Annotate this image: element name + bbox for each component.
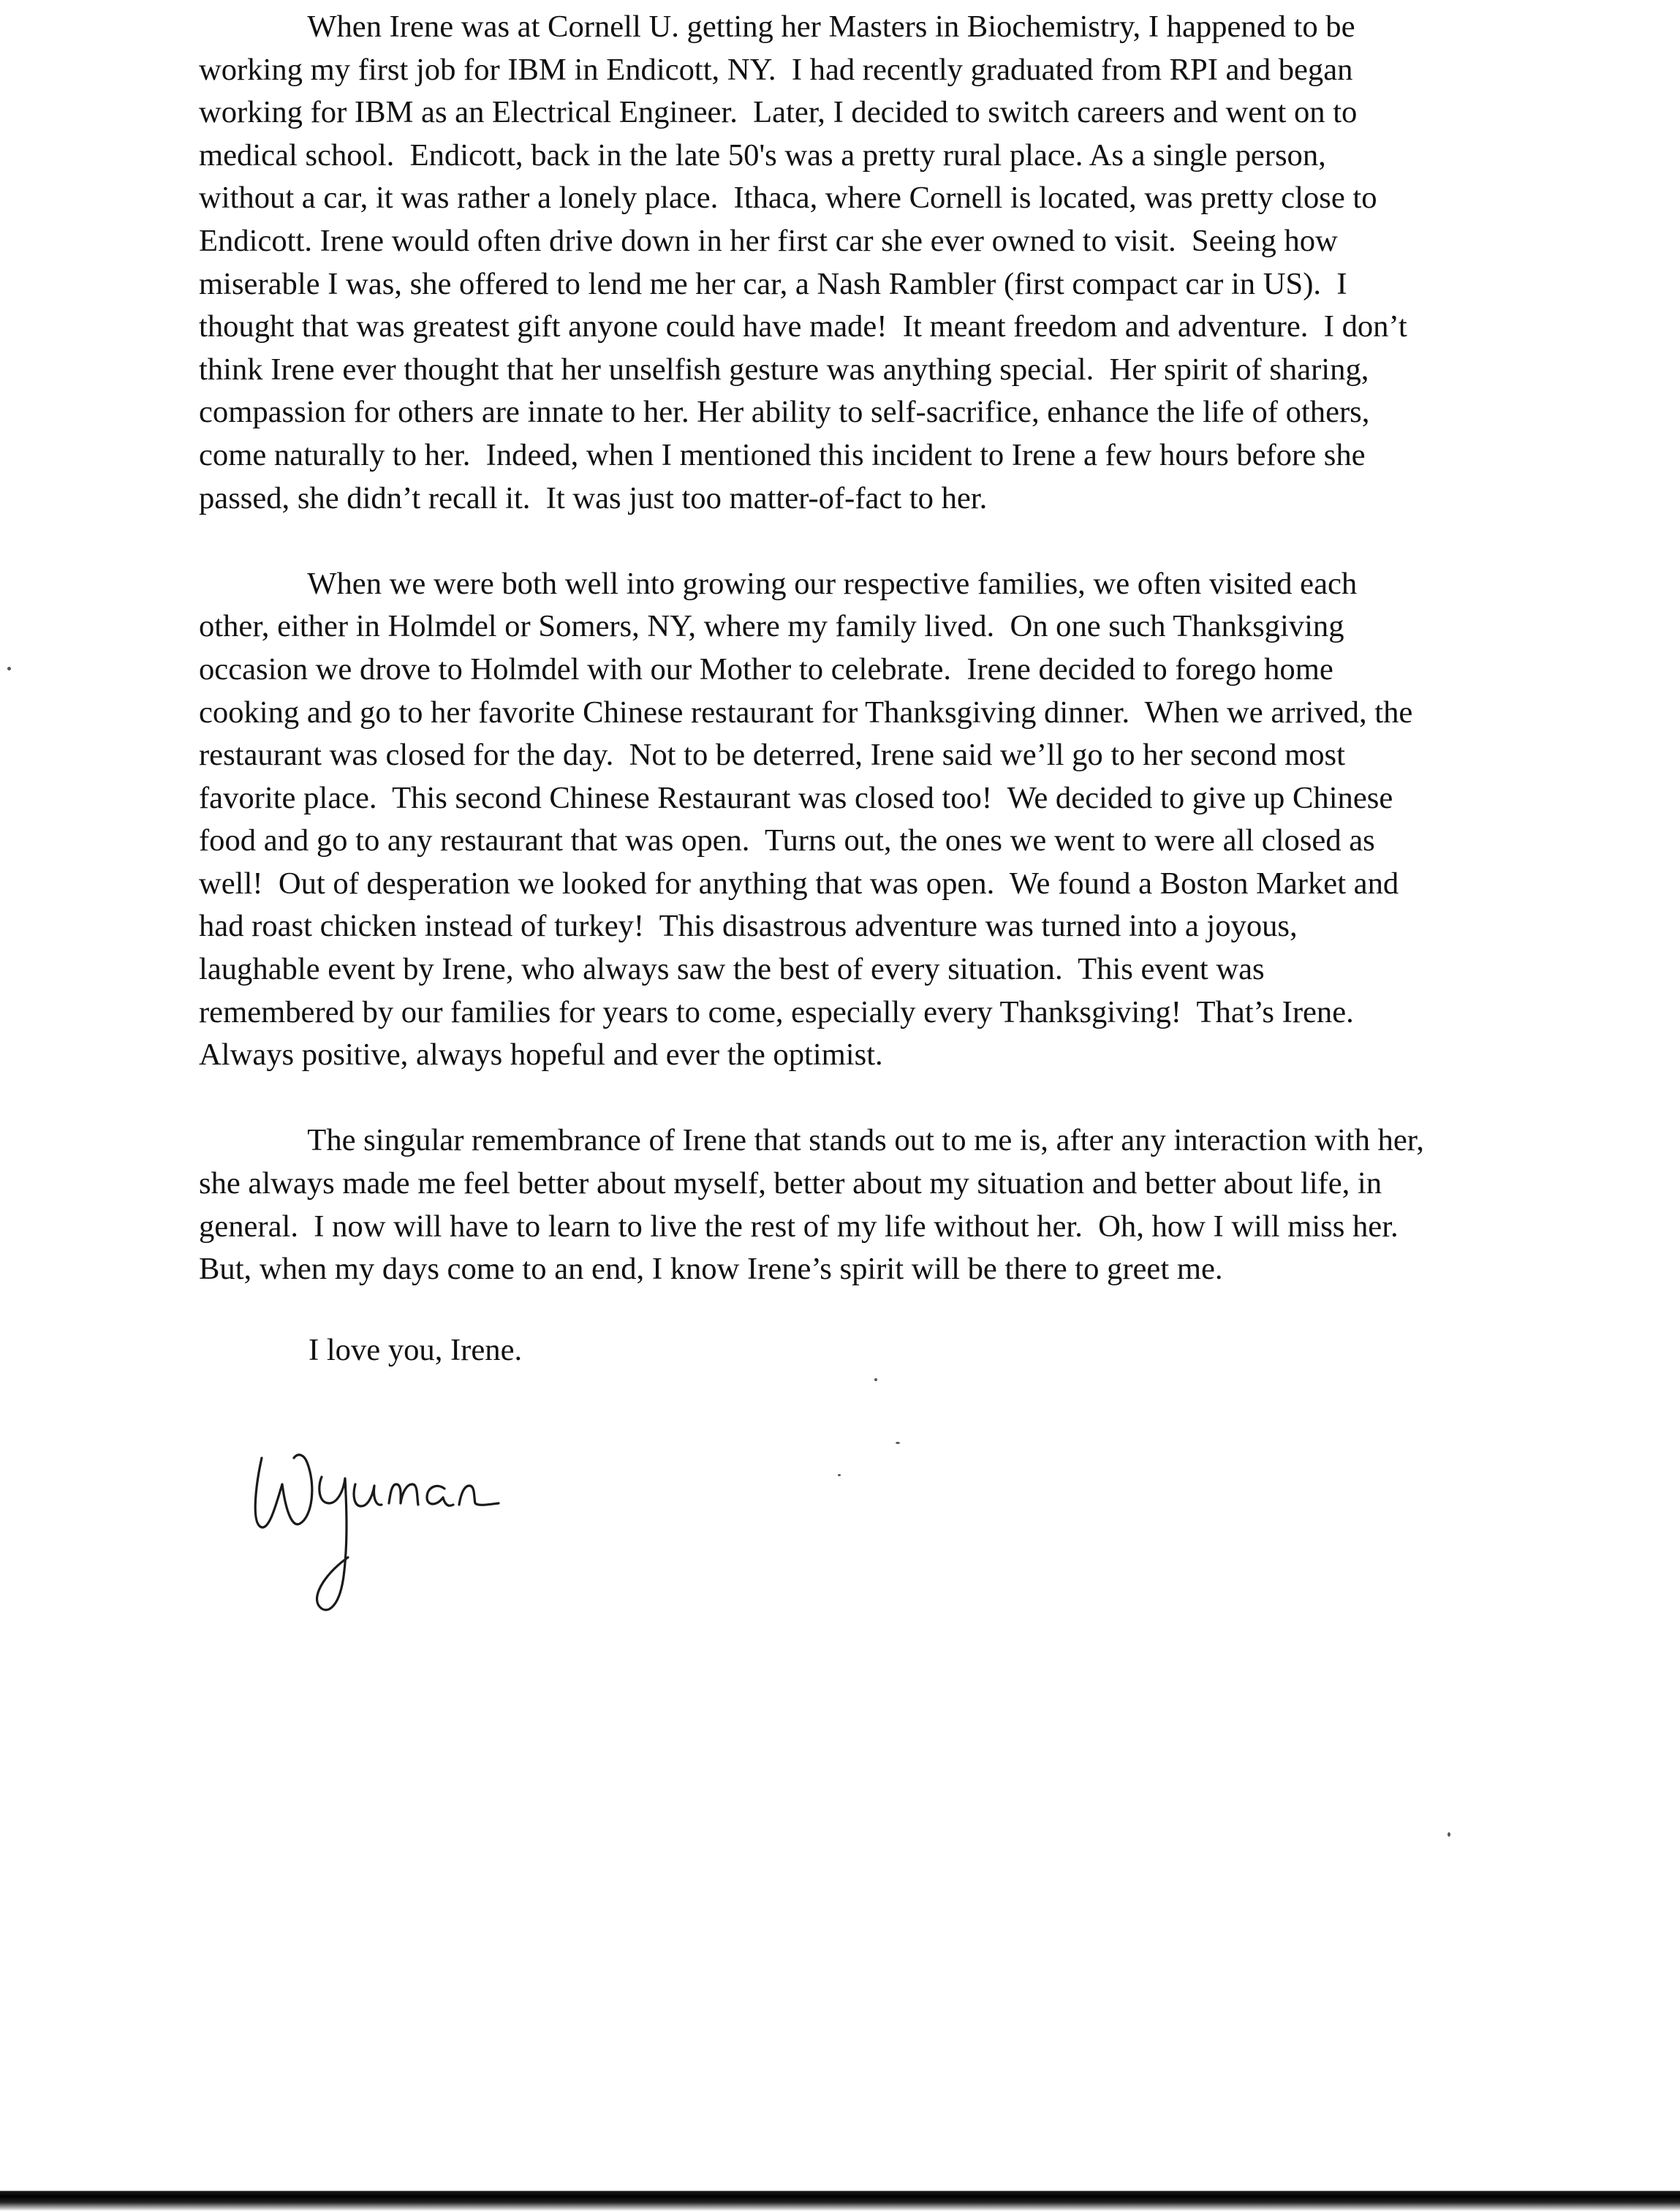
- paragraph-line: restaurant was closed for the day. Not to be deterred, Irene said we’ll go to her second most: [199, 738, 1345, 773]
- paragraph-line: working for IBM as an Electrical Engineer. Later, I decided to switch careers and went on to: [199, 95, 1358, 130]
- scan-bottom-edge: [0, 2186, 1680, 2211]
- paragraph-line: cooking and go to her favorite Chinese restaurant for Thanksgiving dinner. When we arrived, the: [199, 695, 1413, 730]
- paragraph-line: medical school. Endicott, back in the late 50's was a pretty rural place. As a single person,: [199, 137, 1326, 173]
- paragraph-line: compassion for others are innate to her. Her ability to self-sacrifice, enhance the life of others,: [199, 395, 1370, 430]
- paragraph-line: occasion we drove to Holmdel with our Mother to celebrate. Irene decided to forego home: [199, 651, 1333, 687]
- paragraph-line: food and go to any restaurant that was open. Turns out, the ones we went to were all closed as: [199, 823, 1375, 858]
- paragraph-line: other, either in Holmdel or Somers, NY, where my family lived. On one such Thanksgiving: [199, 609, 1344, 644]
- paragraph-line: she always made me feel better about myself, better about my situation and better about life, in: [199, 1166, 1382, 1201]
- paragraph-3: [199, 1119, 1619, 1290]
- paragraph-gap: [199, 520, 1619, 563]
- letter-body: [199, 6, 1619, 1291]
- scan-speck: [7, 667, 11, 670]
- scan-speck: [1448, 1832, 1450, 1837]
- paragraph-line: come naturally to her. Indeed, when I mentioned this incident to Irene a few hours before she: [199, 437, 1366, 472]
- paragraph-line: remembered by our families for years to come, especially every Thanksgiving! That’s Irene.: [199, 994, 1354, 1029]
- paragraph-line: favorite place. This second Chinese Restaurant was closed too! We decided to give up Chinese: [199, 780, 1393, 815]
- paragraph-line: Endicott. Irene would often drive down in her first car she ever owned to visit. Seeing how: [199, 223, 1338, 258]
- paragraph-line: When we were both well into growing our respective families, we often visited each: [199, 566, 1358, 601]
- paragraph-2: [199, 563, 1619, 1077]
- scan-speck: [896, 1442, 900, 1444]
- paragraph-gap: [199, 1077, 1619, 1120]
- paragraph-1: [199, 6, 1619, 520]
- paragraph-line: thought that was greatest gift anyone could have made! It meant freedom and adventure. I don’t: [199, 309, 1407, 344]
- paragraph-line: general. I now will have to learn to live the rest of my life without her. Oh, how I will miss her.: [199, 1209, 1399, 1244]
- paragraph-line: without a car, it was rather a lonely place. Ithaca, where Cornell is located, was pretty close to: [199, 181, 1377, 216]
- paragraph-line: passed, she didn’t recall it. It was just too matter-of-fact to her.: [199, 480, 988, 515]
- scan-speck: [838, 1474, 841, 1476]
- paragraph-line: The singular remembrance of Irene that stands out to me is, after any interaction with her,: [199, 1123, 1424, 1158]
- paragraph-line: working my first job for IBM in Endicott, NY. I had recently graduated from RPI and began: [199, 52, 1353, 87]
- paragraph-line: had roast chicken instead of turkey! This disastrous adventure was turned into a joyous,: [199, 909, 1298, 944]
- paragraph-line: laughable event by Irene, who always saw the best of every situation. This event was: [199, 952, 1265, 987]
- paragraph-line: well! Out of desperation we looked for anything that was open. We found a Boston Market and: [199, 866, 1399, 901]
- paragraph-line: Always positive, always hopeful and ever the optimist.: [199, 1038, 883, 1073]
- paragraph-line: miserable I was, she offered to lend me her car, a Nash Rambler (first compact car in US). I: [199, 266, 1347, 301]
- paragraph-line: But, when my days come to an end, I know Irene’s spirit will be there to greet me.: [199, 1252, 1223, 1287]
- closing-line: I love you, Irene.: [309, 1333, 523, 1367]
- paragraph-line: think Irene ever thought that her unselfish gesture was anything special. Her spirit of sharing,: [199, 352, 1369, 387]
- paragraph-line: When Irene was at Cornell U. getting her Masters in Biochemistry, I happened to be: [199, 10, 1355, 44]
- scan-speck: [874, 1378, 877, 1381]
- handwritten-signature: [246, 1433, 626, 1630]
